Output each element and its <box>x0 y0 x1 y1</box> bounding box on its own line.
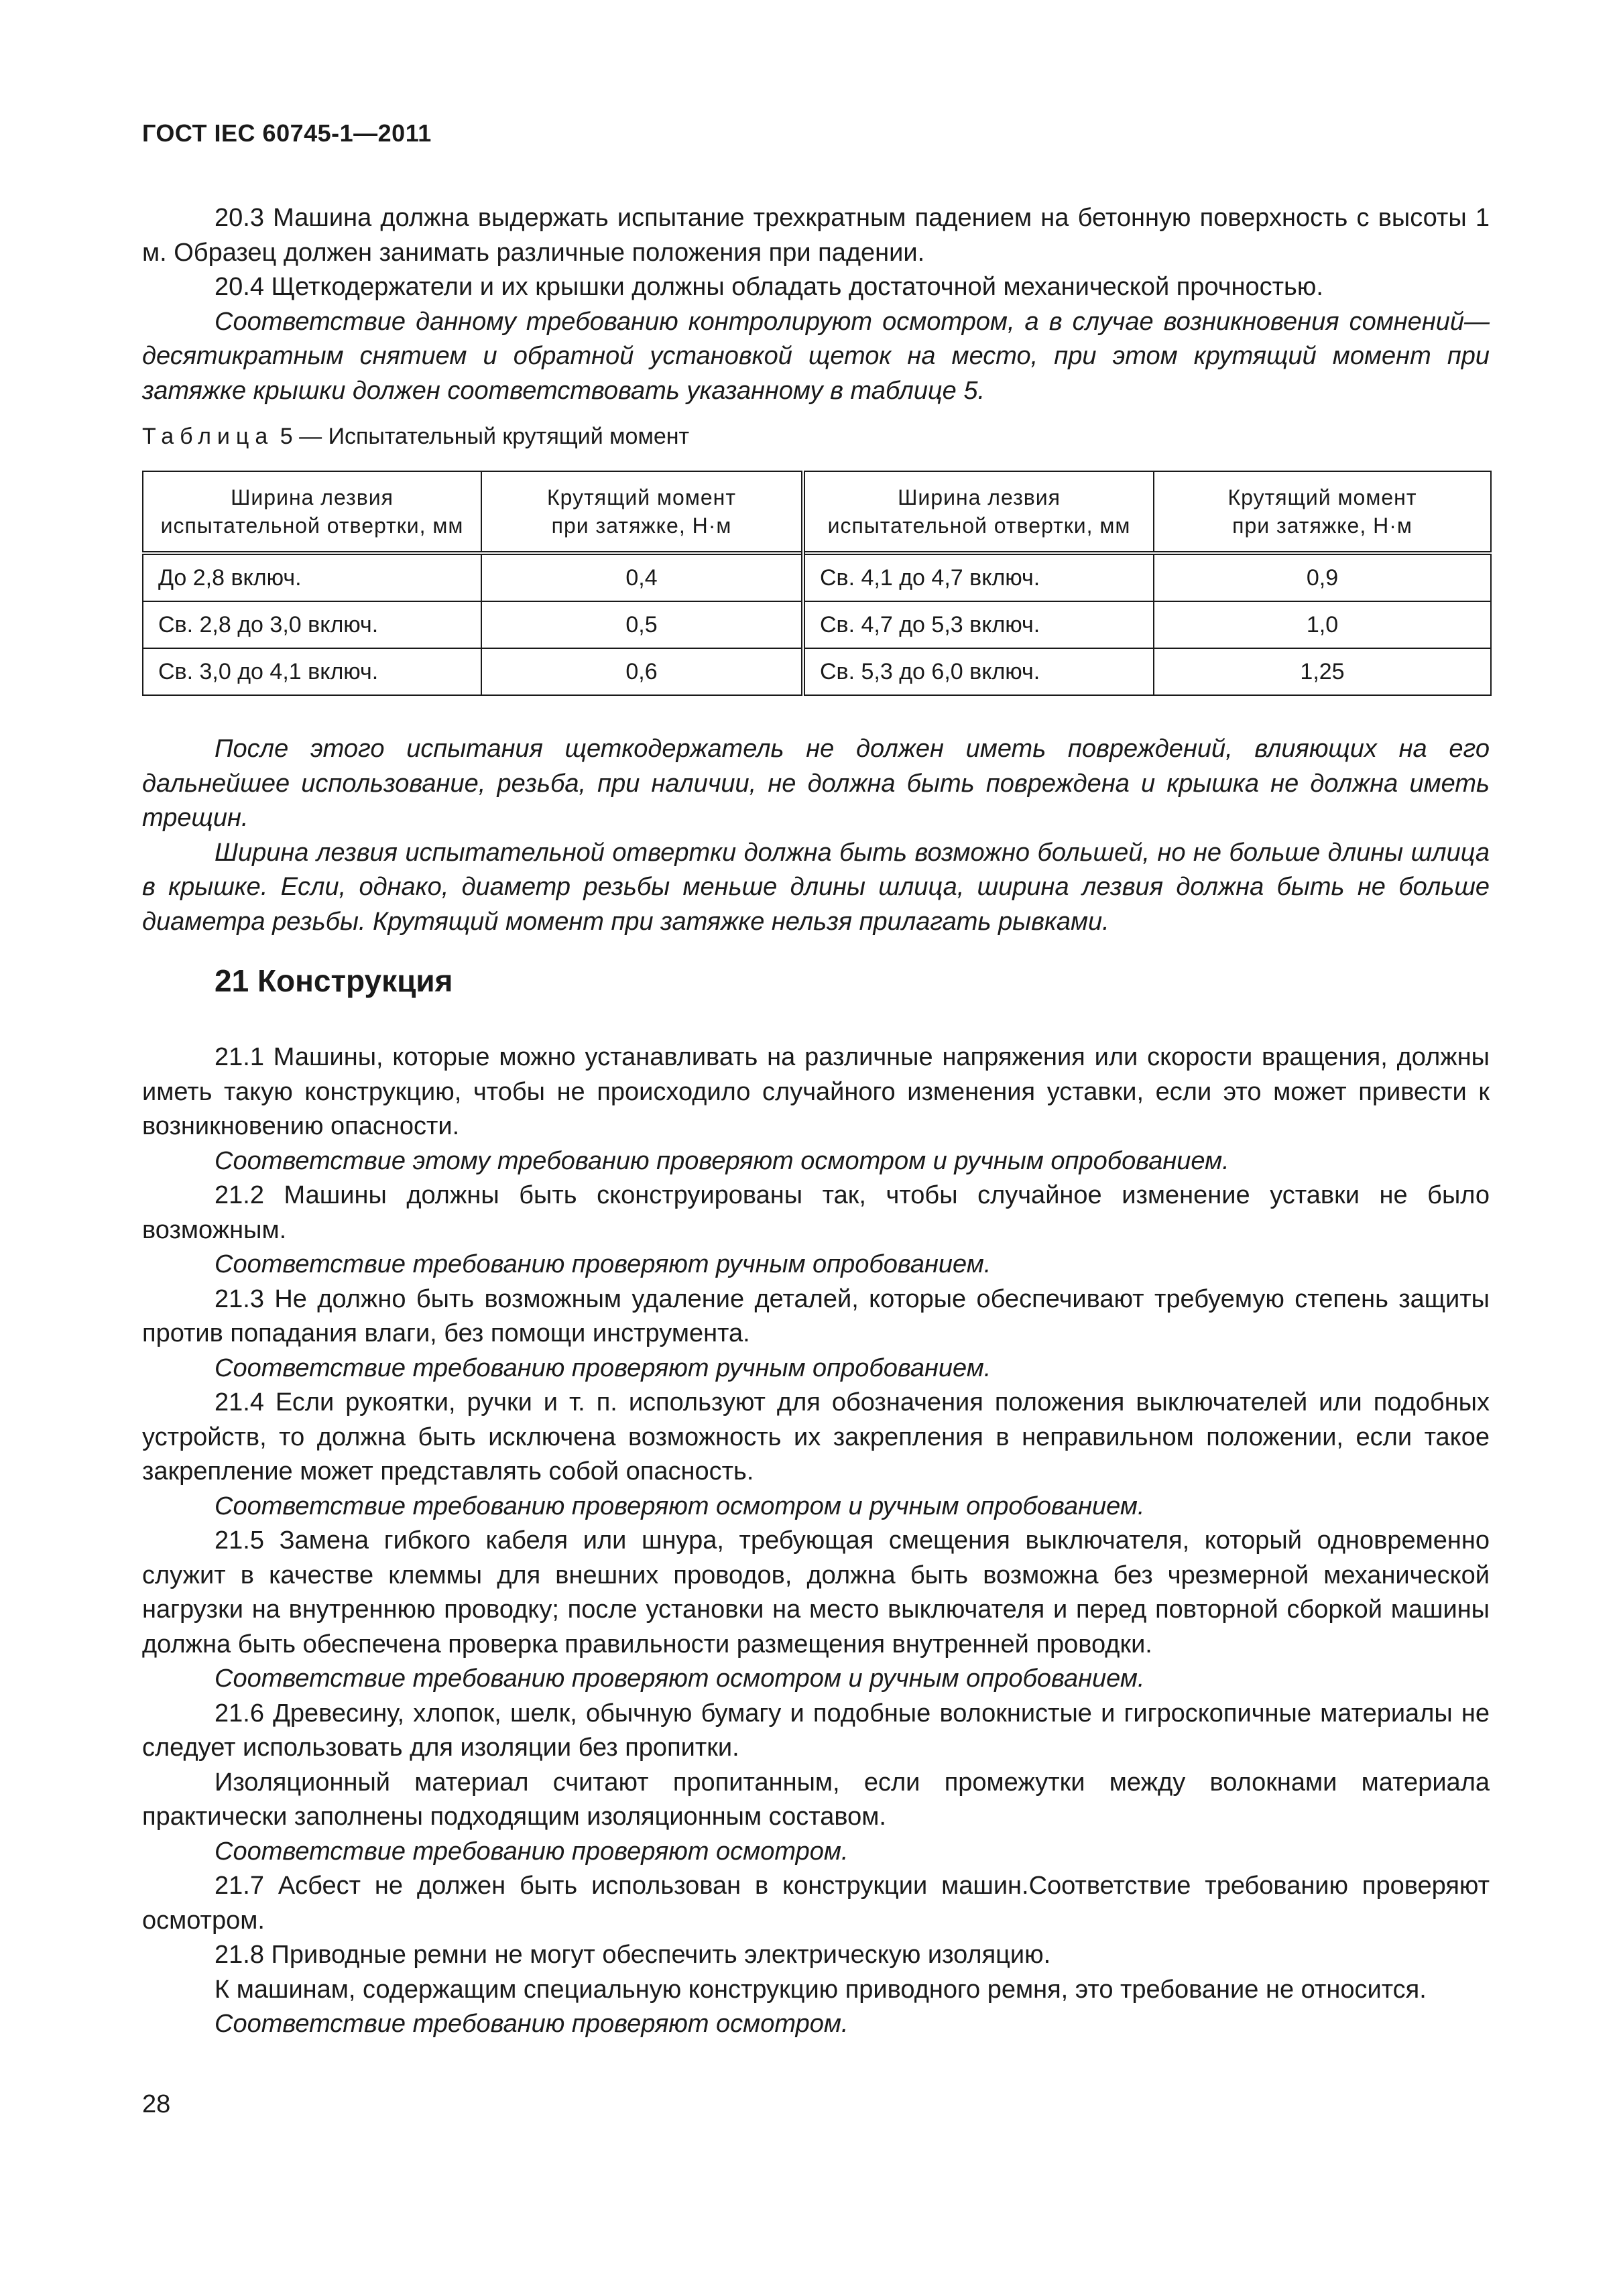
clause-20-block <box>142 201 1490 408</box>
paragraph-21-8: 21.8 Приводные ремни не могут обеспечить электрическую изоляцию. <box>215 1941 1051 1969</box>
table-cell: 0,9 <box>1154 553 1491 601</box>
compliance-note: Соответствие этому требованию проверяют осмотром и ручным опробованием. <box>215 1146 1229 1175</box>
compliance-note: Соответствие данному требованию контролируют осмотром, а в случае возникновения сомнений— десятикратным снятием и обратной установкой щеток на место, при этом крутящий момент при затяжке крышки должен соответствовать указанному в таблице 5. <box>142 307 1490 405</box>
insulation-paragraph: Изоляционный материал считают пропитанным, если промежутки между волокнами материала практически заполнены подходящим изоляционным составом. <box>142 1768 1490 1831</box>
post-table-block <box>142 732 1490 939</box>
table-cell: Св. 5,3 до 6,0 включ. <box>803 648 1154 695</box>
paragraph-21-4: 21.4 Если рукоятки, ручки и т. п. используют для обозначения положения выключателей или подобных устройств, то должна быть исключена возможность их закрепления в неправильном положении, если такое закрепление может представлять собой опасность. <box>142 1388 1490 1486</box>
compliance-note: Соответствие требованию проверяют осмотром и ручным опробованием. <box>215 1665 1145 1693</box>
table-cell: До 2,8 включ. <box>143 553 481 601</box>
compliance-note: Соответствие требованию проверяют осмотром. <box>215 2010 849 2038</box>
header-blade-width-2: Ширина лезвия испытательной отвертки, мм <box>803 471 1154 553</box>
header-blade-width-1: Ширина лезвия испытательной отвертки, мм <box>143 471 481 553</box>
table-cell: Св. 4,7 до 5,3 включ. <box>803 601 1154 648</box>
table-header-row <box>143 471 1491 553</box>
section-title: 21 Конструкция <box>215 963 453 998</box>
section-21-block <box>142 1040 1490 2042</box>
table-cell: 0,6 <box>481 648 803 695</box>
table-caption <box>142 424 689 450</box>
table-cell: 0,4 <box>481 553 803 601</box>
table-cell: 0,5 <box>481 601 803 648</box>
table-row <box>143 601 1491 648</box>
header-torque-2: Крутящий момент при затяжке, Н·м <box>1154 471 1491 553</box>
paragraph-21-1: 21.1 Машины, которые можно устанавливать на различные напряжения или скорости вращения, должны иметь такую конструкцию, чтобы не происходило случайного изменения уставки, если это может привести к возникновению опасности. <box>142 1043 1490 1140</box>
table-cell: 1,25 <box>1154 648 1491 695</box>
table-row <box>143 553 1491 601</box>
compliance-note: Соответствие требованию проверяют ручным опробованием. <box>215 1250 991 1278</box>
table-row <box>143 648 1491 695</box>
table-cell: 1,0 <box>1154 601 1491 648</box>
paragraph-21-5: 21.5 Замена гибкого кабеля или шнура, требующая смещения выключателя, который одновременно служит в качестве клеммы для внешних проводов, должна быть возможна без чрезмерной механической нагрузки на внутреннюю проводку; после установки на место выключателя и перед повторной сборкой машины должна быть обеспечена проверка правильности размещения внутренней проводки. <box>142 1526 1490 1658</box>
compliance-note: Соответствие требованию проверяют осмотром. <box>215 1837 849 1866</box>
paragraph-21-6: 21.6 Древесину, хлопок, шелк, обычную бумагу и подобные волокнистые и гигроскопичные материалы не следует использовать для изоляции без пропитки. <box>142 1699 1490 1762</box>
table-cell: Св. 3,0 до 4,1 включ. <box>143 648 481 695</box>
table-caption-text: 5 — Испытательный крутящий момент <box>280 424 690 449</box>
paragraph-21-2: 21.2 Машины должны быть сконструированы так, чтобы случайное изменение уставки не было возможным. <box>142 1181 1490 1244</box>
header-torque-1: Крутящий момент при затяжке, Н·м <box>481 471 803 553</box>
document-header: ГОСТ IEC 60745-1—2011 <box>142 119 432 147</box>
page-number: 28 <box>142 2090 171 2118</box>
paragraph-20-3: 20.3 Машина должна выдержать испытание трехкратным падением на бетонную поверхность с высоты 1 м. Образец должен занимать различные положения при падении. <box>142 204 1490 267</box>
table-cell: Св. 2,8 до 3,0 включ. <box>143 601 481 648</box>
paragraph-20-4: 20.4 Щеткодержатели и их крышки должны обладать достаточной механической прочностью. <box>215 273 1323 301</box>
compliance-note: Соответствие требованию проверяют осмотром и ручным опробованием. <box>215 1492 1145 1520</box>
paragraph-21-3: 21.3 Не должно быть возможным удаление деталей, которые обеспечивают требуемую степень защиты против попадания влаги, без помощи инструмента. <box>142 1284 1490 1347</box>
table-caption-label: Таблица <box>142 424 274 449</box>
torque-table <box>142 471 1492 696</box>
post-test-paragraph: После этого испытания щеткодержатель не должен иметь повреждений, влияющих на его дальнейшее использование, резьба, при наличии, не должна быть повреждена и крышка не должна иметь трещин. <box>142 735 1490 832</box>
compliance-note: Соответствие требованию проверяют ручным опробованием. <box>215 1353 991 1382</box>
drive-belt-paragraph: К машинам, содержащим специальную конструкцию приводного ремня, это требование не относится. <box>215 1975 1427 2004</box>
blade-width-paragraph: Ширина лезвия испытательной отвертки должна быть возможно большей, но не больше длины шлица в крышке. Если, однако, диаметр резьбы меньше длины шлица, ширина лезвия должна быть не больше диаметра резьбы. Крутящий момент при затяжке нельзя прилагать рывками. <box>142 838 1490 936</box>
paragraph-21-7: 21.7 Асбест не должен быть использован в конструкции машин.Соответствие требованию проверяют осмотром. <box>142 1872 1490 1935</box>
table-cell: Св. 4,1 до 4,7 включ. <box>803 553 1154 601</box>
